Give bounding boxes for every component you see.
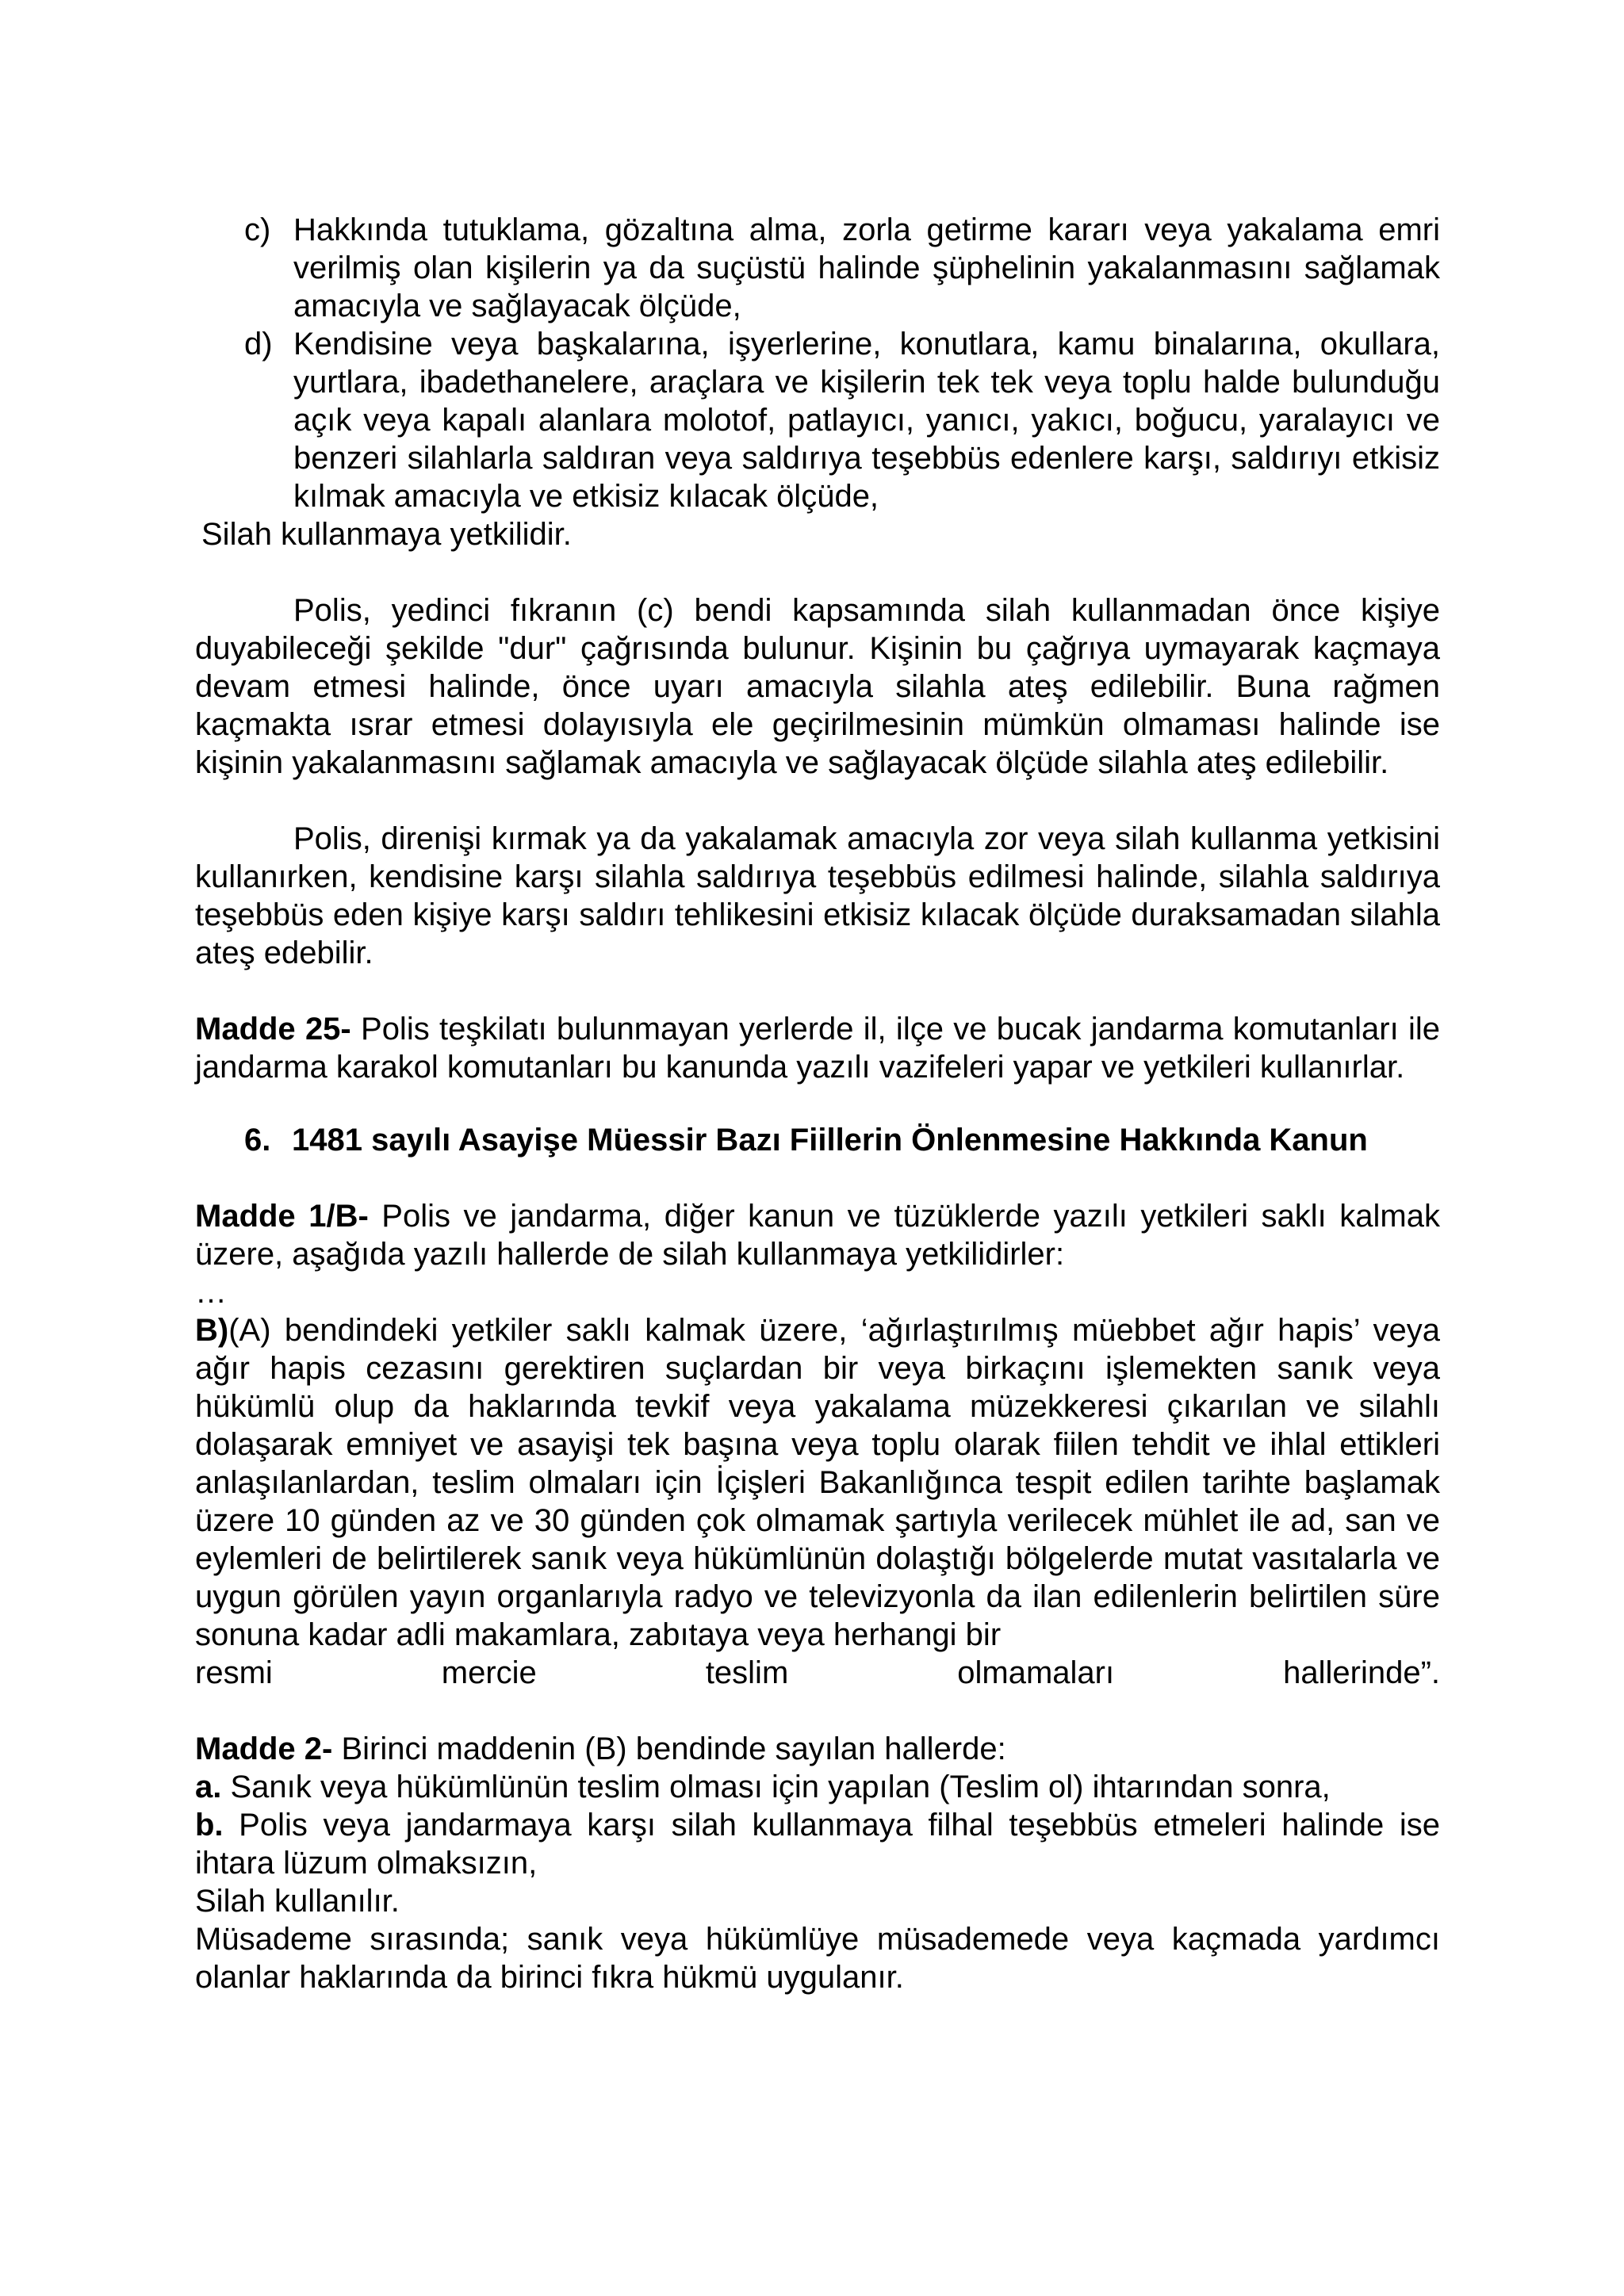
last-word: mercie — [441, 1655, 537, 1690]
document-page — [195, 211, 1440, 1996]
section-title: 1481 sayılı Asayişe Müessir Bazı Fiillerin Önlenmesine Hakkında Kanun — [292, 1123, 1368, 1158]
paragraph-police-warning: Polis, yedinci fıkranın (c) bendi kapsamında silah kullanmadan önce kişiye duyabileceği şekilde "dur" çağrısında bulunur. Kişinin bu çağrıya uymayarak kaçmaya devam etmesi halinde, önce uyarı amacıyla silahla ateş edilebilir. Buna rağmen kaçmakta ısrar etmesi dolayısıyla ele geçirilmesinin mümkün olmaması halinde ise kişinin yakalanmasını sağlamak amacıyla ve sağlayacak ölçüde silahla ateş edilebilir. — [195, 593, 1440, 780]
madde-2-closing: Silah kullanılır. — [195, 1884, 400, 1919]
list-item-c — [195, 211, 1440, 325]
list-marker-d: d) — [244, 327, 273, 362]
last-word: resmi — [195, 1655, 273, 1690]
madde-1b-b — [195, 1311, 1440, 1654]
madde-2-b — [195, 1806, 1440, 1882]
madde-1b-text: Polis ve jandarma, diğer kanun ve tüzüklerde yazılı yetkileri saklı kalmak üzere, aşağıda yazılı hallerde de silah kullanmaya yetkilidirler: — [195, 1199, 1441, 1272]
madde-25 — [195, 1010, 1440, 1086]
spacer — [195, 553, 1440, 591]
spacer — [195, 1692, 1440, 1730]
spacer — [195, 782, 1440, 820]
madde-1b-b-label: B) — [195, 1313, 229, 1348]
madde-2-final: Müsademe sırasında; sanık veya hükümlüye müsademede veya kaçmada yardımcı olanlar haklarında da birinci fıkra hükmü uygulanır. — [195, 1922, 1440, 1995]
spacer — [195, 1159, 1440, 1197]
last-word: olmamaları — [957, 1655, 1115, 1690]
spacer — [195, 972, 1440, 1010]
madde-1b-label: Madde 1/B- — [195, 1199, 369, 1234]
ellipsis: … — [195, 1275, 227, 1310]
paragraph-police-resistance: Polis, direnişi kırmak ya da yakalamak amacıyla zor veya silah kullanma yetkisini kullanırken, kendisine karşı silahla saldırıya teşebbüs edilmesi halinde, silahla saldırıya teşebbüs eden kişiye karşı saldırı tehlikesini etkisiz kılacak ölçüde duraksamadan silahla ateş edebilir. — [195, 821, 1440, 970]
last-word: hallerinde”. — [1283, 1655, 1440, 1690]
madde-2 — [195, 1730, 1440, 1768]
madde-2-a — [195, 1768, 1440, 1806]
list-marker-c: c) — [244, 212, 271, 247]
madde-2-b-label: b. — [195, 1808, 224, 1843]
last-word: teslim — [705, 1655, 789, 1690]
madde-1b-last-line — [195, 1654, 1440, 1692]
madde-25-text: Polis teşkilatı bulunmayan yerlerde il, ilçe ve bucak jandarma komutanları ile jandarma karakol komutanları bu kanunda yazılı vazifeleri yapar ve yetkileri kullanırlar. — [195, 1012, 1440, 1085]
section-number: 6. — [244, 1123, 271, 1158]
madde-2-label: Madde 2- — [195, 1732, 333, 1766]
madde-25-label: Madde 25- — [195, 1012, 351, 1047]
madde-2-b-text: Polis veya jandarmaya karşı silah kullanmaya filhal teşebbüs etmeleri halinde ise ihtara lüzum olmaksızın, — [195, 1808, 1440, 1881]
madde-1b-b-text: (A) bendindeki yetkiler saklı kalmak üzere, ‘ağırlaştırılmış müebbet ağır hapis’ veya ağır hapis cezasını gerektiren suçlardan bir veya birkaçını işlemekten sanık veya hükümlü olup da haklarında tevkif veya yakalama müzekkeresi çıkarılan ve silahlı dolaşarak emniyet ve asayişi tek başına veya toplu olarak fiilen tehdit ve ihlal ettikleri anlaşılanlardan, teslim olmaları için İçişleri Bakanlığınca tespit edilen tarihte başlamak üzere 10 günden az ve 30 günden çok olmamak şartıyla verilecek mühlet ile ad, san ve eylemleri de belirtilerek sanık veya hükümlünün dolaştığı bölgelerde mutat vasıtalarla ve uygun görülen yayın organlarıyla radyo ve televizyonla da ilan edilenlerin belirtilen süre sonuna kadar adli makamlara, zabıtaya veya herhangi bir — [195, 1313, 1440, 1652]
list-text-c: Hakkında tutuklama, gözaltına alma, zorla getirme kararı veya yakalama emri verilmiş olan kişilerin ya da suçüstü halinde şüphelinin yakalanmasını sağlamak amacıyla ve sağlayacak ölçüde, — [293, 212, 1440, 323]
list-item-d — [195, 325, 1440, 515]
list-text-d: Kendisine veya başkalarına, işyerlerine, konutlara, kamu binalarına, okullara, yurtlara, ibadethanelere, araçlara ve kişilerin tek tek veya toplu halde bulunduğu açık veya kapalı alanlara molotof, patlayıcı, yanıcı, yakıcı, boğucu, yaralayıcı ve benzeri silahlarla saldıran veya saldırıya teşebbüs edenlere karşı, saldırıyı etkisiz kılmak amacıyla ve etkisiz kılacak ölçüde, — [293, 327, 1440, 514]
spacer — [195, 1086, 1440, 1121]
madde-1b — [195, 1197, 1440, 1273]
authorized-statement: Silah kullanmaya yetkilidir. — [201, 517, 572, 552]
madde-2-text: Birinci maddenin (B) bendinde sayılan hallerde: — [332, 1732, 1006, 1766]
madde-2-a-label: a. — [195, 1770, 222, 1804]
section-heading — [195, 1121, 1440, 1159]
madde-2-a-text: Sanık veya hükümlünün teslim olması için yapılan (Teslim ol) ihtarından sonra, — [221, 1770, 1331, 1804]
